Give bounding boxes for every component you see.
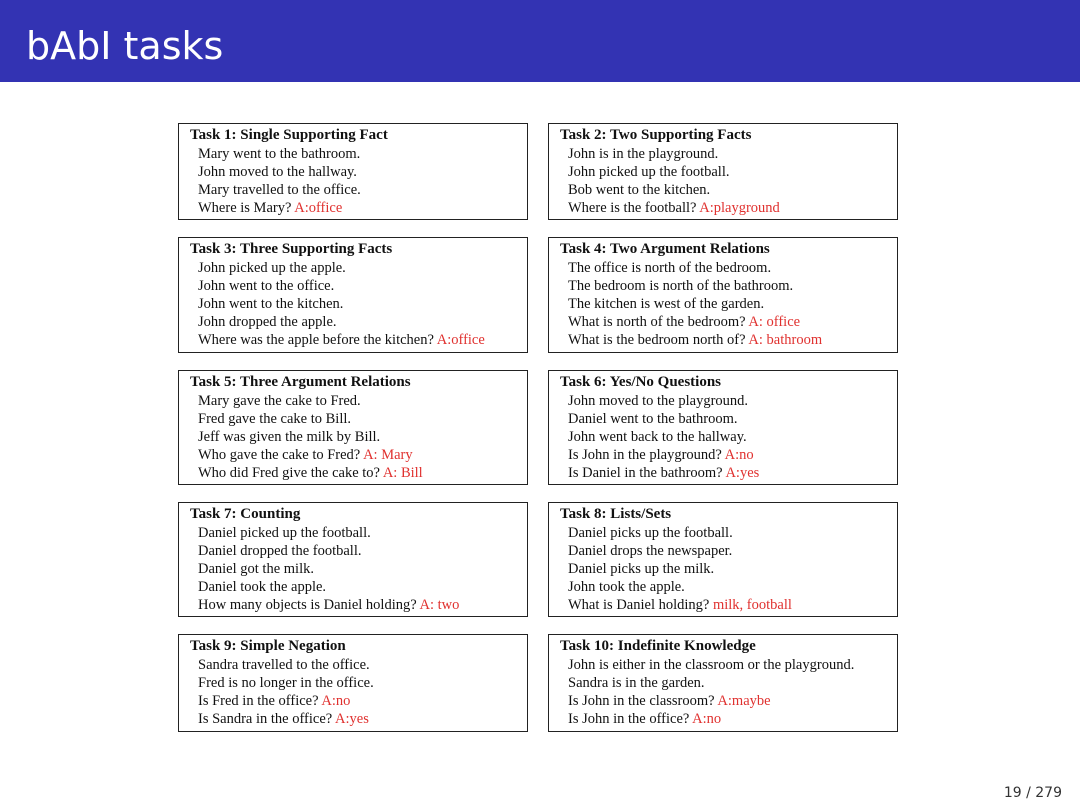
task-line [190, 145, 527, 163]
task-line [190, 295, 527, 313]
task-line [560, 181, 897, 199]
task-line [190, 331, 527, 349]
task-line [560, 199, 897, 217]
task-statement: What is north of the bedroom? [568, 314, 746, 330]
task-line [560, 410, 897, 428]
task-line [190, 674, 527, 692]
task-statement: John picked up the apple. [198, 260, 346, 276]
task-line [560, 259, 897, 277]
task-statement: John is in the playground. [568, 146, 719, 162]
task-title: Task 7: Counting [190, 506, 301, 522]
task-box-7 [178, 502, 528, 617]
task-statement: Fred gave the cake to Bill. [198, 411, 352, 427]
task-box-10 [548, 634, 898, 732]
task-answer: A: Mary [363, 447, 413, 463]
task-statement: Is Fred in the office? [198, 693, 319, 709]
task-title: Task 1: Single Supporting Fact [190, 127, 388, 143]
task-line [190, 710, 527, 728]
task-statement: Sandra travelled to the office. [198, 657, 370, 673]
task-answer: A:no [692, 711, 722, 727]
task-answer: A:maybe [717, 693, 771, 709]
task-line [190, 163, 527, 181]
task-answer: A:playground [699, 200, 780, 216]
task-line [190, 313, 527, 331]
task-answer: A:yes [335, 711, 369, 727]
task-statement: Fred is no longer in the office. [198, 675, 374, 691]
task-line [560, 692, 897, 710]
task-title: Task 3: Three Supporting Facts [190, 241, 393, 257]
task-answer: A:office [436, 332, 485, 348]
task-answer: A:no [724, 447, 754, 463]
task-statement: John is either in the classroom or the playground. [568, 657, 855, 673]
task-statement: Daniel drops the newspaper. [568, 543, 733, 559]
task-statement: Where is the football? [568, 200, 697, 216]
task-title: Task 2: Two Supporting Facts [560, 127, 752, 143]
task-line [190, 259, 527, 277]
task-title: Task 9: Simple Negation [190, 638, 346, 654]
task-line [560, 542, 897, 560]
task-statement: Where was the apple before the kitchen? [198, 332, 434, 348]
task-line [560, 277, 897, 295]
task-line [560, 578, 897, 596]
task-line [190, 596, 527, 614]
task-statement: John moved to the hallway. [198, 164, 357, 180]
task-line [560, 596, 897, 614]
task-answer: A:no [321, 693, 351, 709]
task-statement: Sandra is in the garden. [568, 675, 705, 691]
task-title: Task 10: Indefinite Knowledge [560, 638, 756, 654]
task-statement: Who gave the cake to Fred? [198, 447, 361, 463]
task-box-8 [548, 502, 898, 617]
task-statement: Jeff was given the milk by Bill. [198, 429, 381, 445]
task-statement: Mary went to the bathroom. [198, 146, 361, 162]
task-statement: What is the bedroom north of? [568, 332, 746, 348]
task-line [560, 560, 897, 578]
task-statement: John took the apple. [568, 579, 685, 595]
task-statement: The office is north of the bedroom. [568, 260, 772, 276]
task-title: Task 8: Lists/Sets [560, 506, 672, 522]
task-box-5 [178, 370, 528, 485]
task-statement: Who did Fred give the cake to? [198, 465, 380, 481]
task-statement: The bedroom is north of the bathroom. [568, 278, 794, 294]
task-statement: John went back to the hallway. [568, 429, 747, 445]
task-box-2 [548, 123, 898, 220]
task-statement: Daniel dropped the football. [198, 543, 362, 559]
task-line [560, 674, 897, 692]
task-line [190, 560, 527, 578]
task-line [560, 163, 897, 181]
task-statement: Is Sandra in the office? [198, 711, 333, 727]
task-line [560, 313, 897, 331]
task-answer: milk, football [712, 597, 792, 613]
task-line [190, 542, 527, 560]
task-line [560, 710, 897, 728]
task-line [560, 464, 897, 482]
task-box-1 [178, 123, 528, 220]
task-line [190, 656, 527, 674]
task-line [190, 181, 527, 199]
task-line [190, 524, 527, 542]
task-line [560, 295, 897, 313]
task-line [190, 578, 527, 596]
slide-header [0, 0, 1080, 82]
task-statement: Is John in the office? [568, 711, 690, 727]
task-statement: Is John in the classroom? [568, 693, 715, 709]
task-line [190, 392, 527, 410]
task-line [560, 446, 897, 464]
task-title: Task 6: Yes/No Questions [560, 374, 722, 390]
task-statement: Daniel went to the bathroom. [568, 411, 738, 427]
task-line [190, 277, 527, 295]
task-statement: John went to the office. [198, 278, 335, 294]
slide-title: bAbI tasks [26, 24, 224, 68]
task-box-9 [178, 634, 528, 732]
task-line [560, 331, 897, 349]
task-answer: A: office [748, 314, 801, 330]
task-statement: How many objects is Daniel holding? [198, 597, 417, 613]
task-answer: A: Bill [382, 465, 423, 481]
task-title: Task 5: Three Argument Relations [190, 374, 411, 390]
task-answer: A: two [419, 597, 460, 613]
task-statement: Mary gave the cake to Fred. [198, 393, 361, 409]
task-line [190, 199, 527, 217]
task-statement: What is Daniel holding? [568, 597, 710, 613]
task-line [560, 145, 897, 163]
task-statement: Is Daniel in the bathroom? [568, 465, 723, 481]
task-line [560, 392, 897, 410]
task-box-4 [548, 237, 898, 353]
task-box-3 [178, 237, 528, 353]
task-statement: Daniel picks up the football. [568, 525, 733, 541]
task-statement: Daniel picked up the football. [198, 525, 371, 541]
task-statement: John dropped the apple. [198, 314, 337, 330]
task-statement: Daniel got the milk. [198, 561, 314, 577]
task-answer: A:office [294, 200, 343, 216]
task-line [190, 446, 527, 464]
task-line [190, 428, 527, 446]
task-line [190, 464, 527, 482]
task-statement: Mary travelled to the office. [198, 182, 361, 198]
task-answer: A:yes [725, 465, 760, 481]
task-line [560, 428, 897, 446]
task-box-6 [548, 370, 898, 485]
task-statement: Where is Mary? [198, 200, 292, 216]
page-number: 19 / 279 [1003, 785, 1062, 801]
task-statement: Is John in the playground? [568, 447, 722, 463]
task-line [560, 524, 897, 542]
task-title: Task 4: Two Argument Relations [560, 241, 770, 257]
task-statement: Daniel took the apple. [198, 579, 327, 595]
task-statement: Daniel picks up the milk. [568, 561, 715, 577]
task-statement: John moved to the playground. [568, 393, 749, 409]
task-line [560, 656, 897, 674]
task-answer: A: bathroom [748, 332, 823, 348]
task-statement: The kitchen is west of the garden. [568, 296, 765, 312]
task-line [190, 692, 527, 710]
task-statement: John picked up the football. [568, 164, 730, 180]
task-line [190, 410, 527, 428]
task-statement: Bob went to the kitchen. [568, 182, 711, 198]
task-statement: John went to the kitchen. [198, 296, 344, 312]
